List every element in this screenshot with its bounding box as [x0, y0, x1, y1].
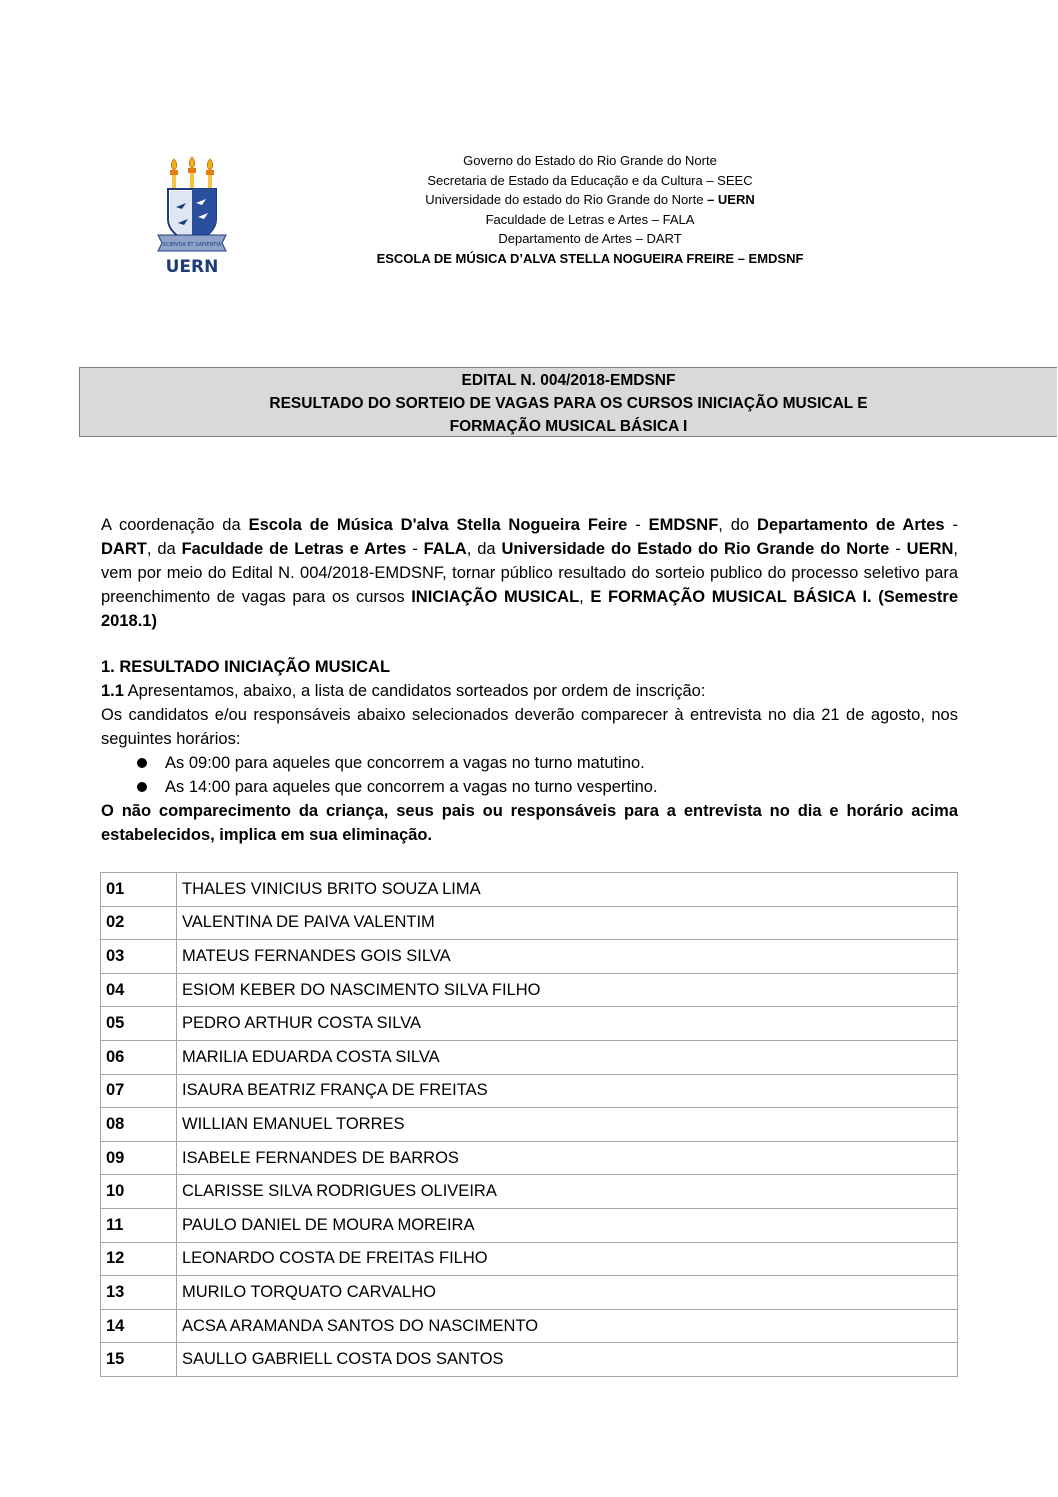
table-row	[101, 1208, 958, 1242]
header-line-school: ESCOLA DE MÚSICA D’ALVA STELLA NOGUEIRA FREIRE – EMDSNF	[376, 250, 804, 266]
elimination-warning: O não comparecimento da criança, seus pais ou responsáveis para a entrevista no dia e horário acima estabelecidos, implica em sua eliminação.	[101, 802, 958, 844]
school-name: Escola de Música D'alva Stella Nogueira Feire	[248, 516, 628, 534]
table-row	[101, 873, 958, 907]
university-name: Universidade do Estado do Rio Grande do Norte	[501, 540, 890, 558]
svg-text:SCIENTIA ET SAPIENTIA: SCIENTIA ET SAPIENTIA	[162, 242, 222, 248]
edital-title-line2: FORMAÇÃO MUSICAL BÁSICA I	[449, 418, 688, 435]
candidate-name: ESIOM KEBER DO NASCIMENTO SILVA FILHO	[177, 973, 958, 1007]
schedule-item-afternoon: As 14:00 para aqueles que concorrem a vagas no turno vespertino.	[137, 775, 958, 799]
candidate-name: ACSA ARAMANDA SANTOS DO NASCIMENTO	[177, 1309, 958, 1343]
candidate-name: SAULLO GABRIELL COSTA DOS SANTOS	[177, 1343, 958, 1377]
candidate-number: 10	[101, 1175, 177, 1209]
document-body	[101, 513, 958, 847]
candidate-name: LEONARDO COSTA DE FREITAS FILHO	[177, 1242, 958, 1276]
table-row	[101, 1175, 958, 1209]
table-row	[101, 1074, 958, 1108]
candidate-name: PAULO DANIEL DE MOURA MOREIRA	[177, 1208, 958, 1242]
edital-number: EDITAL N. 004/2018-EMDSNF	[461, 372, 676, 389]
candidate-number: 03	[101, 940, 177, 974]
uern-logo	[156, 155, 228, 275]
candidate-number: 11	[101, 1208, 177, 1242]
header-university-acronym: – UERN	[707, 192, 755, 207]
candidate-name: ISABELE FERNANDES DE BARROS	[177, 1141, 958, 1175]
candidate-number: 07	[101, 1074, 177, 1108]
header-line-government: Governo do Estado do Rio Grande do Norte	[463, 153, 717, 168]
header-university-name: Universidade do estado do Rio Grande do Norte	[425, 192, 708, 207]
candidate-number: 12	[101, 1242, 177, 1276]
table-row	[101, 1141, 958, 1175]
table-row	[101, 1108, 958, 1142]
edital-title-line1: RESULTADO DO SORTEIO DE VAGAS PARA OS CURSOS INICIAÇÃO MUSICAL E	[269, 395, 868, 412]
table-row	[101, 940, 958, 974]
candidate-number: 01	[101, 873, 177, 907]
candidate-name: CLARISSE SILVA RODRIGUES OLIVEIRA	[177, 1175, 958, 1209]
candidate-number: 04	[101, 973, 177, 1007]
table-row	[101, 1276, 958, 1310]
candidate-number: 14	[101, 1309, 177, 1343]
section-title: 1. RESULTADO INICIAÇÃO MUSICAL	[101, 658, 391, 676]
edital-title-box	[79, 367, 1057, 437]
table-row	[101, 1309, 958, 1343]
table-row	[101, 1343, 958, 1377]
uern-emblem-icon	[156, 155, 228, 275]
schedule-item-morning: As 09:00 para aqueles que concorrem a vagas no turno matutino.	[137, 751, 958, 775]
candidate-number: 08	[101, 1108, 177, 1142]
svg-text:UERN: UERN	[165, 257, 219, 275]
course-name-2: E FORMAÇÃO MUSICAL BÁSICA I. (Semestre 2018.1)	[101, 588, 959, 630]
candidate-name: ISAURA BEATRIZ FRANÇA DE FREITAS	[177, 1074, 958, 1108]
candidate-number: 13	[101, 1276, 177, 1310]
candidate-name: MATEUS FERNANDES GOIS SILVA	[177, 940, 958, 974]
candidate-number: 15	[101, 1343, 177, 1377]
header-line-university	[300, 190, 880, 210]
schedule-list	[101, 751, 958, 799]
candidates-table	[100, 872, 958, 1377]
faculty-name: Faculdade de Letras e Artes	[181, 540, 407, 558]
candidate-name: THALES VINICIUS BRITO SOUZA LIMA	[177, 873, 958, 907]
candidate-name: MURILO TORQUATO CARVALHO	[177, 1276, 958, 1310]
table-row	[101, 973, 958, 1007]
candidate-name: WILLIAN EMANUEL TORRES	[177, 1108, 958, 1142]
section-subtitle: 1.1 Apresentamos, abaixo, a lista de candidatos sorteados por ordem de inscrição:	[101, 682, 706, 700]
interview-paragraph: Os candidatos e/ou responsáveis abaixo selecionados deverão comparecer à entrevista no dia 21 de agosto, nos seguintes horários:	[101, 706, 958, 748]
table-row	[101, 1007, 958, 1041]
header-line-secretaria: Secretaria de Estado da Educação e da Cultura – SEEC	[427, 172, 753, 188]
candidate-number: 09	[101, 1141, 177, 1175]
candidate-number: 05	[101, 1007, 177, 1041]
table-row	[101, 906, 958, 940]
candidate-name: MARILIA EDUARDA COSTA SILVA	[177, 1040, 958, 1074]
course-name: INICIAÇÃO MUSICAL	[411, 588, 580, 606]
intro-paragraph: A coordenação da Escola de Música D'alva Stella Nogueira Feire - EMDSNF, do Departamento de Artes - DART, da Faculdade de Letras e Artes - FALA, da Universidade do Estado do Rio Grande do Norte - UERN, vem por meio do Edital N. 004/2018-EMDSNF, tornar público resultado do sorteio publico do processo seletivo para preenchimento de vagas para os cursos INICIAÇÃO MUSICAL, E FORMAÇÃO MUSICAL BÁSICA I. (Semestre 2018.1)	[101, 516, 959, 630]
candidate-name: VALENTINA DE PAIVA VALENTIM	[177, 906, 958, 940]
table-row	[101, 1040, 958, 1074]
institution-header	[300, 151, 880, 268]
candidate-number: 06	[101, 1040, 177, 1074]
candidate-number: 02	[101, 906, 177, 940]
header-line-faculty: Faculdade de Letras e Artes – FALA	[485, 211, 695, 227]
table-row	[101, 1242, 958, 1276]
department-name: Departamento de Artes	[757, 516, 945, 534]
header-line-department: Departamento de Artes – DART	[498, 231, 682, 246]
candidate-name: PEDRO ARTHUR COSTA SILVA	[177, 1007, 958, 1041]
